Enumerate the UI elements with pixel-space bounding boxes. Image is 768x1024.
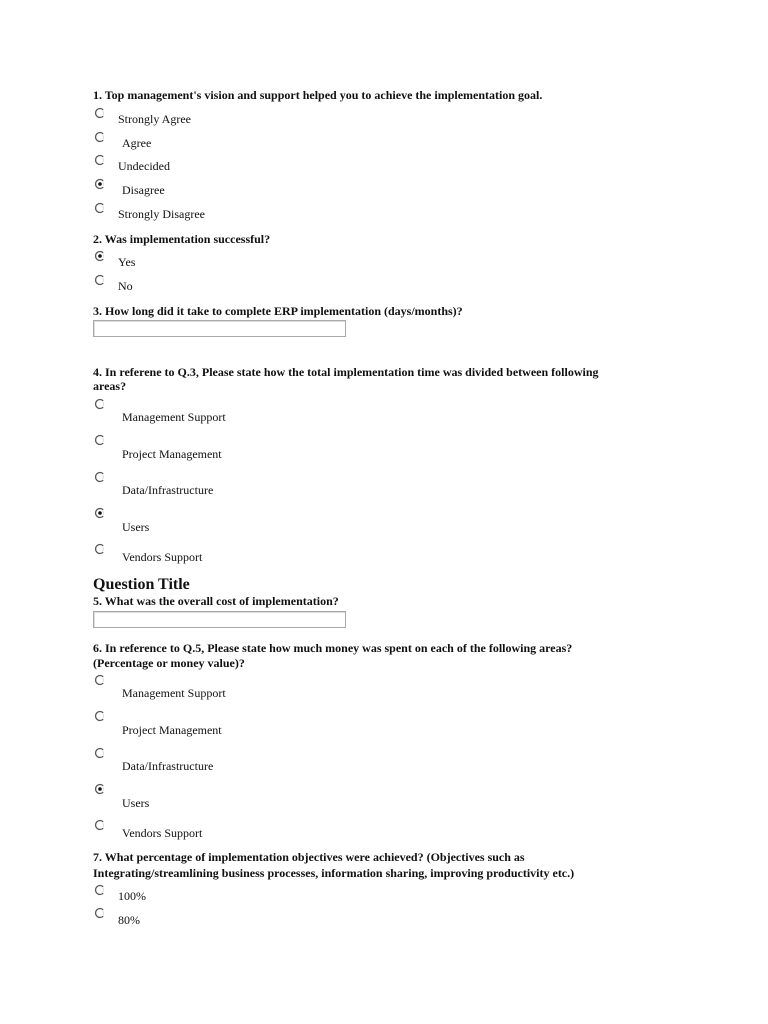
q7-option-label: 100%: [118, 889, 146, 903]
q2-option-label: No: [118, 279, 133, 293]
q4-radio-project-management[interactable]: [94, 434, 106, 446]
question-3-text: 3. How long did it take to complete ERP implementation (days/months)?: [93, 304, 463, 318]
q2-radio-yes[interactable]: [94, 250, 106, 262]
q1-option-label: Strongly Disagree: [118, 207, 205, 221]
q6-radio-management-support[interactable]: [94, 674, 106, 686]
q4-radio-users[interactable]: [94, 507, 106, 519]
q6-radio-project-management[interactable]: [94, 710, 106, 722]
q6-radio-users[interactable]: [94, 783, 106, 795]
question-2-text: 2. Was implementation successful?: [93, 232, 271, 246]
q6-option-label: Vendors Support: [122, 826, 203, 840]
question-4-text-line2: areas?: [93, 379, 127, 393]
q4-radio-vendors-support[interactable]: [94, 543, 106, 555]
q1-radio-strongly-agree[interactable]: [94, 107, 106, 119]
q6-option-label: Data/Infrastructure: [122, 759, 214, 773]
q1-radio-undecided[interactable]: [94, 154, 106, 166]
question-7-text-line2: Integrating/streamlining business processes, information sharing, improving productivity etc.): [93, 866, 575, 880]
q6-option-label: Project Management: [122, 723, 222, 737]
section-title: Question Title: [93, 576, 190, 593]
q4-radio-data-infrastructure[interactable]: [94, 471, 106, 483]
q1-radio-agree[interactable]: [94, 131, 106, 143]
q4-option-label: Data/Infrastructure: [122, 483, 214, 497]
q1-option-label: Strongly Agree: [118, 112, 191, 126]
question-7-text-line1: 7. What percentage of implementation objectives were achieved? (Objectives such as: [93, 850, 525, 864]
q4-option-label: Project Management: [122, 447, 222, 461]
q5-cost-input[interactable]: [93, 611, 346, 628]
q3-duration-input[interactable]: [93, 320, 346, 337]
q1-radio-disagree[interactable]: [94, 178, 106, 190]
question-6-text-line1: 6. In reference to Q.5, Please state how much money was spent on each of the following areas?: [93, 641, 573, 655]
q2-radio-no[interactable]: [94, 274, 106, 286]
question-1-text: 1. Top management's vision and support helped you to achieve the implementation goal.: [93, 88, 543, 102]
question-4-text-line1: 4. In referene to Q.3, Please state how the total implementation time was divided between following: [93, 365, 599, 379]
q1-option-label: Undecided: [118, 159, 170, 173]
q4-option-label: Vendors Support: [122, 550, 203, 564]
q1-radio-strongly-disagree[interactable]: [94, 202, 106, 214]
q4-radio-management-support[interactable]: [94, 398, 106, 410]
q1-option-label: Agree: [122, 136, 152, 150]
q7-radio-80[interactable]: [94, 907, 106, 919]
question-5-text: 5. What was the overall cost of implementation?: [93, 594, 339, 608]
q7-radio-100[interactable]: [94, 884, 106, 896]
q6-radio-data-infrastructure[interactable]: [94, 747, 106, 759]
q7-option-label: 80%: [118, 913, 140, 927]
q1-option-label: Disagree: [122, 183, 165, 197]
q2-option-label: Yes: [118, 255, 136, 269]
question-6-text-line2: (Percentage or money value)?: [93, 656, 245, 670]
q4-option-label: Management Support: [122, 410, 226, 424]
q6-option-label: Users: [122, 796, 150, 810]
q6-option-label: Management Support: [122, 686, 226, 700]
q6-radio-vendors-support[interactable]: [94, 819, 106, 831]
q4-option-label: Users: [122, 520, 150, 534]
